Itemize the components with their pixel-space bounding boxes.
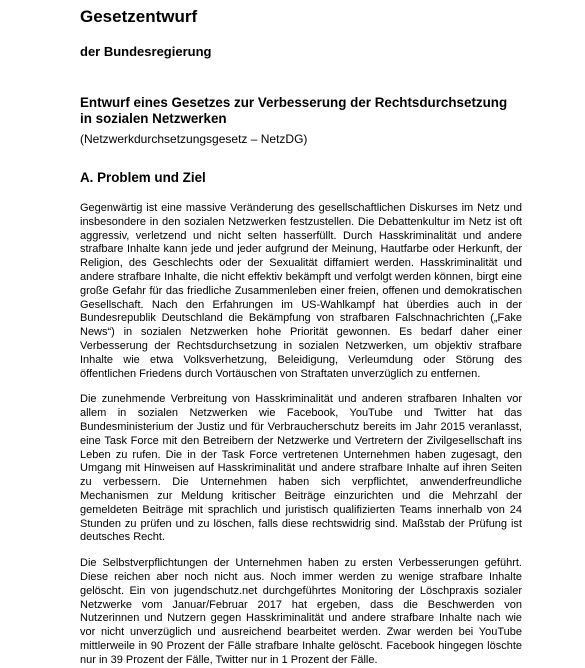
paragraph: Die zunehmende Verbreitung von Hasskriminalität und anderen strafbaren Inhalten vor allem in sozialen Netzwerken wie Facebook, YouTube und Twitter hat das Bundesministerium der Justiz und für Verbraucherschutz bereits im Jahr 2015 veranlasst, eine Task Force mit den Betreibern der Netzwerke und Vertretern der Zivilgesellschaft ins Leben zu rufen. Die in der Task Force vertretenen Unternehmen haben zugesagt, den Umgang mit Hinweisen auf Hasskriminalität und andere strafbare Inhalte auf ihren Seiten zu verbessern. Die Unternehmen haben sich verpflichtet, anwenderfreundliche Mechanismen zur Meldung kritischer Beiträge einzurichten und die Mehrzahl der gemeldeten Beiträge mit sprachlich und juristisch qualifizierten Teams innerhalb von 24 Stunden zu prüfen und zu löschen, falls diese rechtswidrig sind. Maßstab der Prüfung ist deutsches Recht. [80, 393, 522, 544]
law-short-name: (Netzwerkdurchsetzungsgesetz – NetzDG) [80, 132, 308, 146]
paragraph: Die Selbstverpflichtungen der Unternehmen haben zu ersten Verbesserungen geführt. Diese reichen aber noch nicht aus. Noch immer werden zu wenige strafbare Inhalte gelöscht. Ein von jugendschutz.net durchgeführtes Monitoring der Löschpraxis sozialer Netzwerke vom Januar/Februar 2017 hat ergeben, dass die Beschwerden von Nutzerinnen und Nutzern gegen Hasskriminalität und andere strafbare Inhalte nach wie vor nicht unverzüglich und ausreichend bearbeitet werden. Zwar werden bei YouTube mittlerweile in 90 Prozent der Fälle strafbare Inhalte gelöscht. Facebook hingegen löschte nur in 39 Prozent der Fälle, Twitter nur in 1 Prozent der Fälle. [80, 557, 522, 666]
law-title: Entwurf eines Gesetzes zur Verbesserung der Rechtsdurchsetzung in sozialen Netzwerken [80, 95, 508, 126]
section-heading: A. Problem und Ziel [80, 170, 206, 185]
document-subtitle: der Bundesregierung [80, 44, 212, 59]
document-title: Gesetzentwurf [80, 7, 198, 26]
document-content [80, 6, 522, 668]
paragraph: Gegenwärtig ist eine massive Veränderung des gesellschaftlichen Diskurses im Netz und insbesondere in den sozialen Netzwerken festzustellen. Die Debattenkultur im Netz ist oft aggressiv, verletzend und nicht selten hasserfüllt. Durch Hasskriminalität und andere strafbare Inhalte kann jede und jeder aufgrund der Meinung, Hautfarbe oder Herkunft, der Religion, des Geschlechts oder der Sexualität diffamiert werden. Hasskriminalität und andere strafbare Inhalte, die nicht effektiv bekämpft und verfolgt werden können, birgt eine große Gefahr für das friedliche Zusammenleben einer freien, offenen und demokratischen Gesellschaft. Nach den Erfahrungen im US-Wahlkampf hat überdies auch in der Bundesrepublik Deutschland die Bekämpfung von strafbaren Falschnachrichten („Fake News“) in sozialen Netzwerken hohe Priorität gewonnen. Es bedarf daher einer Verbesserung der Rechtsdurchsetzung in sozialen Netzwerken, um objektiv strafbare Inhalte wie etwa Volksverhetzung, Beleidigung, Verleumdung oder Störung des öffentlichen Friedens durch Vortäuschen von Straftaten unverzüglich zu entfernen. [80, 202, 522, 380]
